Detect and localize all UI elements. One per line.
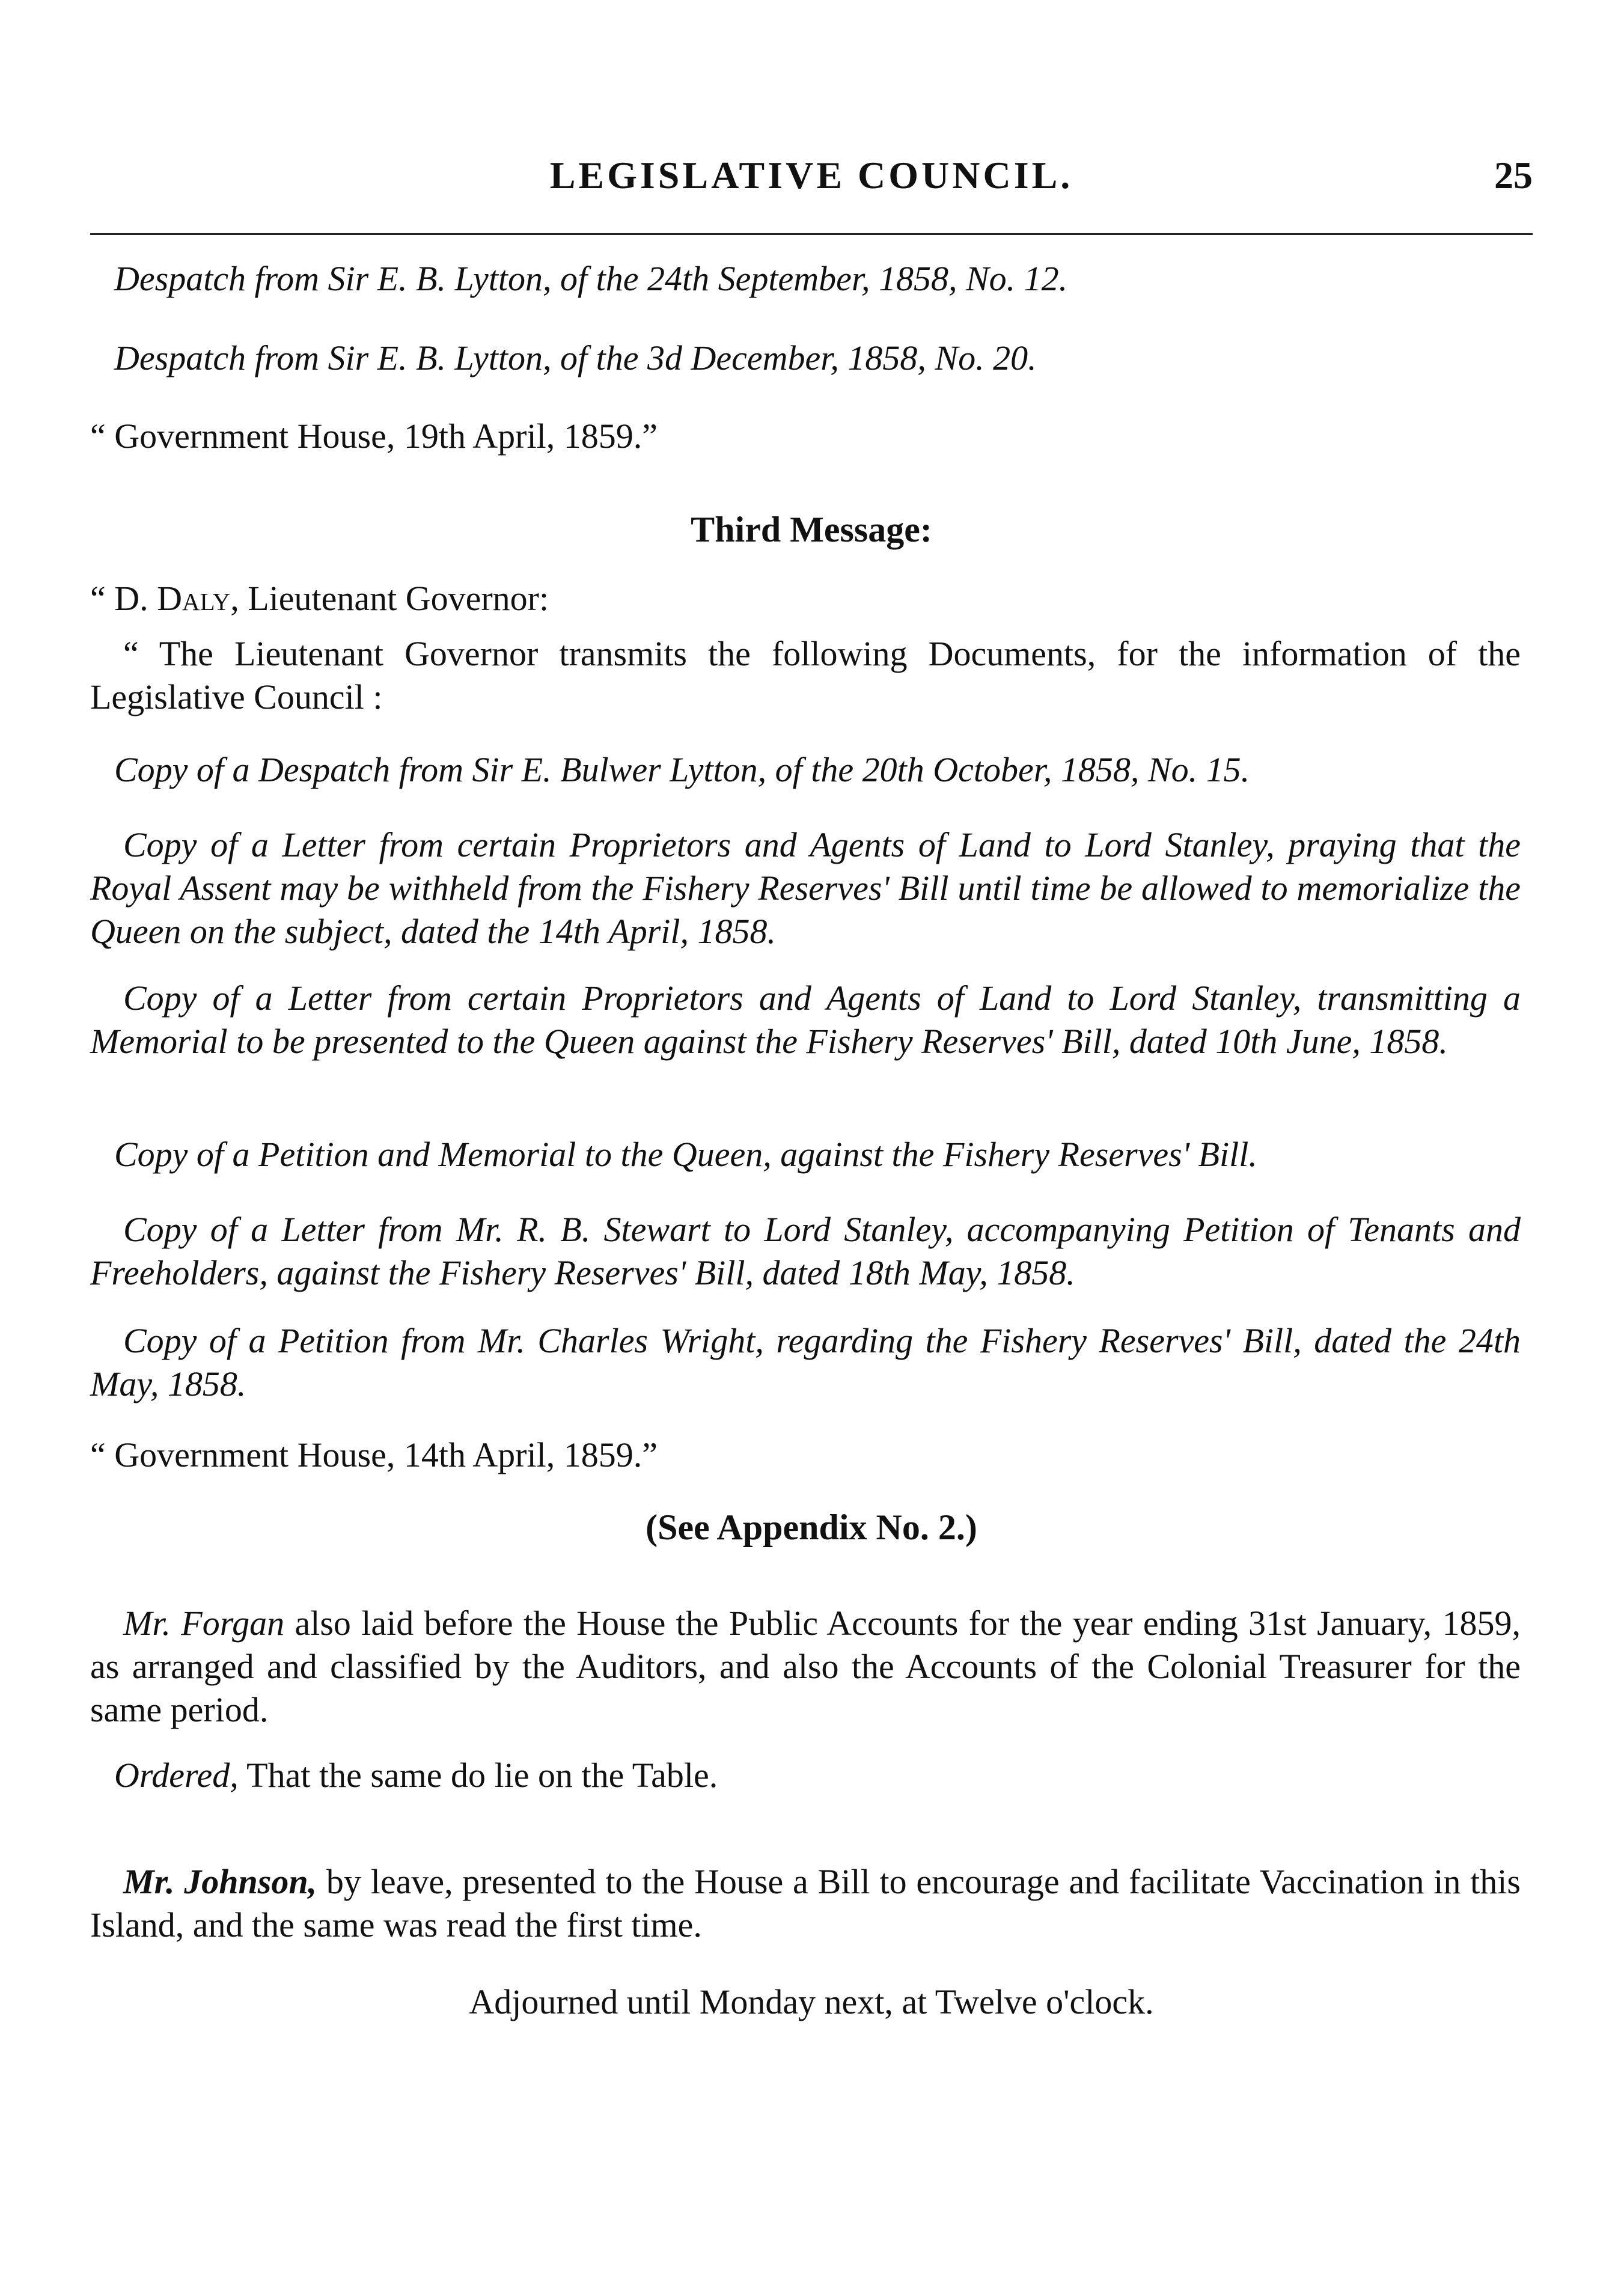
government-house-line-2: “ Government House, 14th April, 1859.”: [90, 1435, 658, 1474]
page-title: LEGISLATIVE COUNCIL.: [549, 154, 1073, 197]
johnson-name: Mr. Johnson,: [123, 1862, 317, 1901]
copy-item-4: Copy of a Petition and Memorial to the Queen, against the Fishery Reserves' Bill.: [114, 1135, 1257, 1174]
page-number: 25: [1494, 154, 1533, 197]
copy-item-3: Copy of a Letter from certain Proprietors and Agents of Land to Lord Stanley, transmitting a Memorial to be presented to the Queen against the Fishery Reserves' Bill, dated 10th June, 1858.: [90, 979, 1521, 1061]
copy-item-2: Copy of a Letter from certain Proprietors and Agents of Land to Lord Stanley, praying that the Royal Assent may be withheld from the Fishery Reserves' Bill until time be allowed to memorialize the Queen on the subject, dated the 14th April, 1858.: [90, 825, 1521, 951]
appendix-reference: (See Appendix No. 2.): [646, 1507, 977, 1547]
transmit-paragraph: “ The Lieutenant Governor transmits the following Documents, for the information of the Legislative Council :: [90, 634, 1521, 716]
ordered-word: Ordered,: [114, 1756, 239, 1795]
daly-title: , Lieutenant Governor:: [230, 579, 549, 618]
ordered-text: That the same do lie on the Table.: [238, 1756, 718, 1795]
despatch-line-2: Despatch from Sir E. B. Lytton, of the 3d December, 1858, No. 20.: [114, 338, 1037, 377]
daly-open: “ D.: [90, 579, 157, 618]
copy-item-6: Copy of a Petition from Mr. Charles Wright, regarding the Fishery Reserves' Bill, dated the 24th May, 1858.: [90, 1321, 1521, 1403]
third-message-heading: Third Message:: [691, 510, 932, 549]
header-rule: [90, 233, 1533, 235]
running-header: [90, 153, 1533, 207]
daly-salutation: [90, 577, 1521, 620]
despatch-line-1: Despatch from Sir E. B. Lytton, of the 24th September, 1858, No. 12.: [114, 259, 1068, 298]
copy-item-5: Copy of a Letter from Mr. R. B. Stewart to Lord Stanley, accompanying Petition of Tenants and Freeholders, against the Fishery Reserves' Bill, dated 18th May, 1858.: [90, 1210, 1521, 1292]
johnson-text: by leave, presented to the House a Bill to encourage and facilitate Vaccination in this Island, and the same was read the first time.: [90, 1862, 1521, 1944]
forgan-name: Mr. Forgan: [123, 1604, 285, 1643]
adjournment-line: Adjourned until Monday next, at Twelve o'clock.: [469, 1982, 1154, 2021]
forgan-paragraph: [90, 1602, 1521, 1732]
copy-item-1: Copy of a Despatch from Sir E. Bulwer Lytton, of the 20th October, 1858, No. 15.: [114, 750, 1250, 789]
government-house-line-1: “ Government House, 19th April, 1859.”: [90, 417, 658, 456]
ordered-line: [114, 1754, 1521, 1797]
daly-name: Daly: [157, 579, 231, 618]
forgan-text: also laid before the House the Public Accounts for the year ending 31st January, 1859, as arranged and classified by the Auditors, and also the Accounts of the Colonial Treasurer for the same period.: [90, 1604, 1521, 1729]
johnson-paragraph: [90, 1860, 1521, 1947]
